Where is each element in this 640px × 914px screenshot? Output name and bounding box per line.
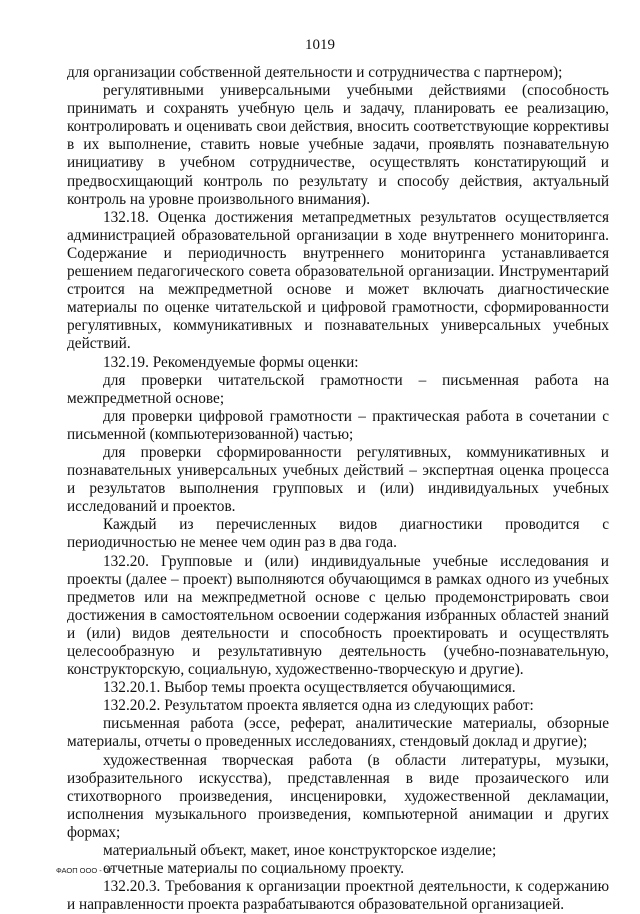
paragraph: художественная творческая работа (в области литературы, музыки, изобразительного искусства), представленная в виде прозаического или стихотворного произведения, инсценировки, художественной декламации, исполнения музыкального произведения, компьютерной анимации и других формах; xyxy=(67,751,609,841)
paragraph: Каждый из перечисленных видов диагностики проводится с периодичностью не менее чем один раз в два года. xyxy=(67,516,609,552)
document-code-footer: ФАОП ООО - 07 xyxy=(56,866,113,875)
page-number: 1019 xyxy=(305,37,335,53)
paragraph: 132.20.2. Результатом проекта является одна из следующих работ: xyxy=(103,697,534,715)
body-text xyxy=(67,64,609,914)
paragraph: 132.20.3. Требования к организации проектной деятельности, к содержанию и направленности проекта разрабатываются образовательной организацией. xyxy=(67,878,609,914)
paragraph: 132.18. Оценка достижения метапредметных результатов осуществляется администрацией образовательной организации в ходе внутреннего мониторинга. Содержание и периодичность внутреннего мониторинга устанавливается решением педагогического совета образовательной организации. Инструментарий строится на межпредметной основе и может включать диагностические материалы по оценке читательской и цифровой грамотности, сформированности регулятивных, коммуникативных и познавательных универсальных учебных действий. xyxy=(67,208,609,353)
paragraph: 132.20. Групповые и (или) индивидуальные учебные исследования и проекты (далее – проект) выполняются обучающимся в рамках одного из учебных предметов или на межпредметной основе с целью продемонстрировать свои достижения в самостоятельном освоении содержания избранных областей знаний и (или) видов деятельности и способность проектировать и осуществлять целесообразную и результативную деятельность (учебно-познавательную, конструкторскую, социальную, художественно-творческую и другие). xyxy=(67,552,609,679)
paragraph: материальный объект, макет, иное конструкторское изделие; xyxy=(103,842,497,860)
paragraph: 132.20.1. Выбор темы проекта осуществляется обучающимися. xyxy=(103,679,516,697)
paragraph: для проверки цифровой грамотности – практическая работа в сочетании с письменной (компьютеризованной) частью; xyxy=(67,407,609,443)
paragraph: для проверки читательской грамотности – письменная работа на межпредметной основе; xyxy=(67,371,609,407)
paragraph: для организации собственной деятельности и сотрудничества с партнером); xyxy=(67,64,563,81)
paragraph: 132.19. Рекомендуемые формы оценки: xyxy=(103,353,359,371)
paragraph: для проверки сформированности регулятивных, коммуникативных и познавательных универсальных учебных действий – экспертная оценка процесса и результатов выполнения групповых и (или) индивидуальных учебных исследований и проектов. xyxy=(67,443,609,516)
paragraph: регулятивными универсальными учебными действиями (способность принимать и сохранять учебную цель и задачу, планировать ее реализацию, контролировать и оценивать свои действия, вносить соответствующие коррективы в их выполнение, ставить новые учебные задачи, проявлять познавательную инициативу в учебном сотрудничестве, осуществлять констатирующий и предвосхищающий контроль по результату и способу действия, актуальный контроль на уровне произвольного внимания). xyxy=(67,82,609,208)
paragraph: отчетные материалы по социальному проекту. xyxy=(103,860,405,878)
paragraph: письменная работа (эссе, реферат, аналитические материалы, обзорные материалы, отчеты о проведенных исследованиях, стендовый доклад и другие); xyxy=(67,715,609,751)
